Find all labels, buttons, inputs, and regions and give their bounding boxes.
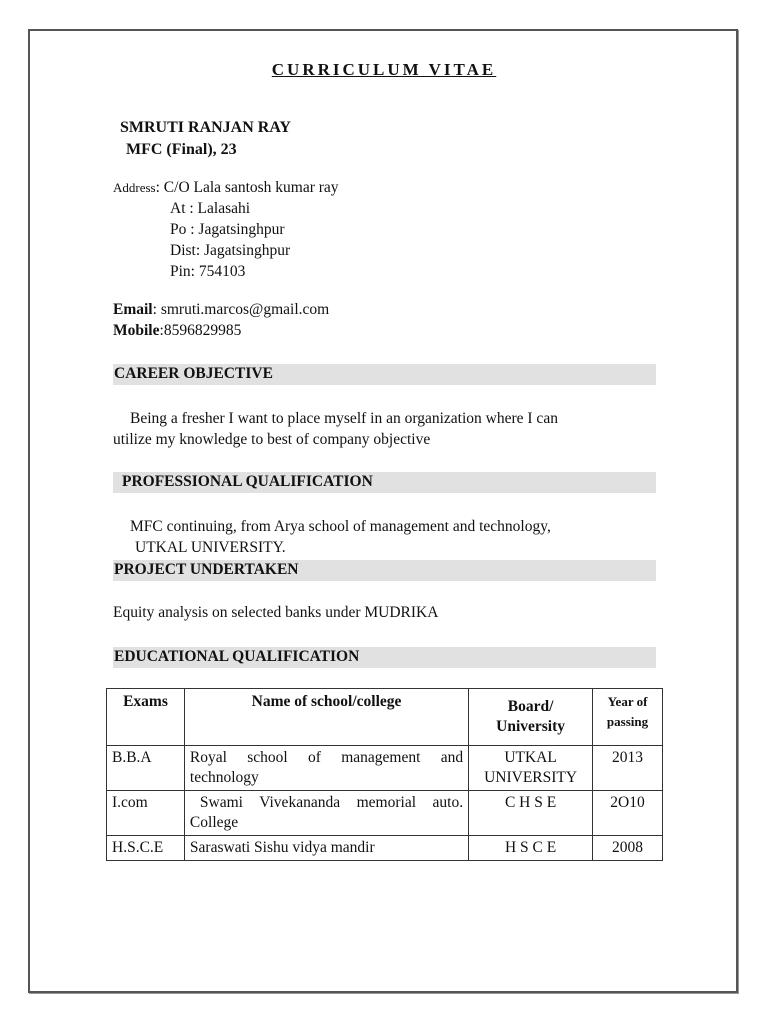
project-undertaken-heading-bar [113, 560, 656, 581]
address-line: Po : Jagatsinghpur [170, 221, 285, 238]
email-label: Email [113, 301, 153, 318]
section-heading: PROJECT UNDERTAKEN [114, 561, 299, 578]
section-heading: PROFESSIONAL QUALIFICATION [122, 473, 373, 490]
table-row [107, 746, 663, 791]
address-first-line: Address: C/O Lala santosh kumar ray [113, 179, 339, 196]
table-cell: Royal school of management and technology [184, 746, 468, 791]
table-header-row [107, 689, 663, 746]
address-line: Pin: 754103 [170, 263, 246, 280]
table-cell: 2O10 [593, 791, 663, 836]
table-row [107, 791, 663, 836]
table-row [107, 836, 663, 861]
table-cell: 2008 [593, 836, 663, 861]
professional-qualification-text: MFC continuing, from Arya school of management and technology, [130, 518, 551, 535]
address-line: Dist: Jagatsinghpur [170, 242, 291, 259]
column-header: Year of passing [593, 689, 663, 746]
candidate-subtitle: MFC (Final), 23 [126, 141, 237, 158]
mobile-row: Mobile:8596829985 [113, 322, 242, 339]
professional-qualification-text: UTKAL UNIVERSITY. [135, 539, 286, 556]
table-cell: H.S.C.E [107, 836, 185, 861]
mobile-value: 8596829985 [163, 322, 242, 339]
column-header: Board/ University [469, 689, 593, 746]
address-line: C/O Lala santosh kumar ray [163, 179, 339, 196]
table-cell: Saraswati Sishu vidya mandir [184, 836, 468, 861]
email-value: smruti.marcos@gmail.com [160, 301, 330, 318]
table-cell: H S C E [469, 836, 593, 861]
table-cell: C H S E [469, 791, 593, 836]
column-header: Name of school/college [184, 689, 468, 746]
table-cell: UTKAL UNIVERSITY [469, 746, 593, 791]
mobile-label: Mobile [113, 322, 160, 339]
email-row: Email: smruti.marcos@gmail.com [113, 301, 330, 318]
address-label: Address [113, 180, 156, 195]
career-objective-heading-bar [113, 364, 656, 385]
educational-qualification-heading-bar [113, 647, 656, 668]
table-cell: Swami Vivekananda memorial auto. College [184, 791, 468, 836]
table-cell: I.com [107, 791, 185, 836]
column-header: Exams [107, 689, 185, 746]
table-cell: 2013 [593, 746, 663, 791]
career-objective-text: utilize my knowledge to best of company objective [113, 431, 431, 448]
address-line: At : Lalasahi [170, 200, 251, 217]
section-heading: CAREER OBJECTIVE [114, 365, 273, 382]
professional-qualification-heading-bar [113, 472, 656, 493]
page-title: CURRICULUM VITAE [271, 60, 497, 79]
education-table [106, 688, 663, 861]
project-text: Equity analysis on selected banks under MUDRIKA [113, 604, 439, 621]
section-heading: EDUCATIONAL QUALIFICATION [114, 648, 360, 665]
career-objective-text: Being a fresher I want to place myself in an organization where I can [130, 410, 558, 427]
table-cell: B.B.A [107, 746, 185, 791]
candidate-name: SMRUTI RANJAN RAY [120, 119, 291, 136]
